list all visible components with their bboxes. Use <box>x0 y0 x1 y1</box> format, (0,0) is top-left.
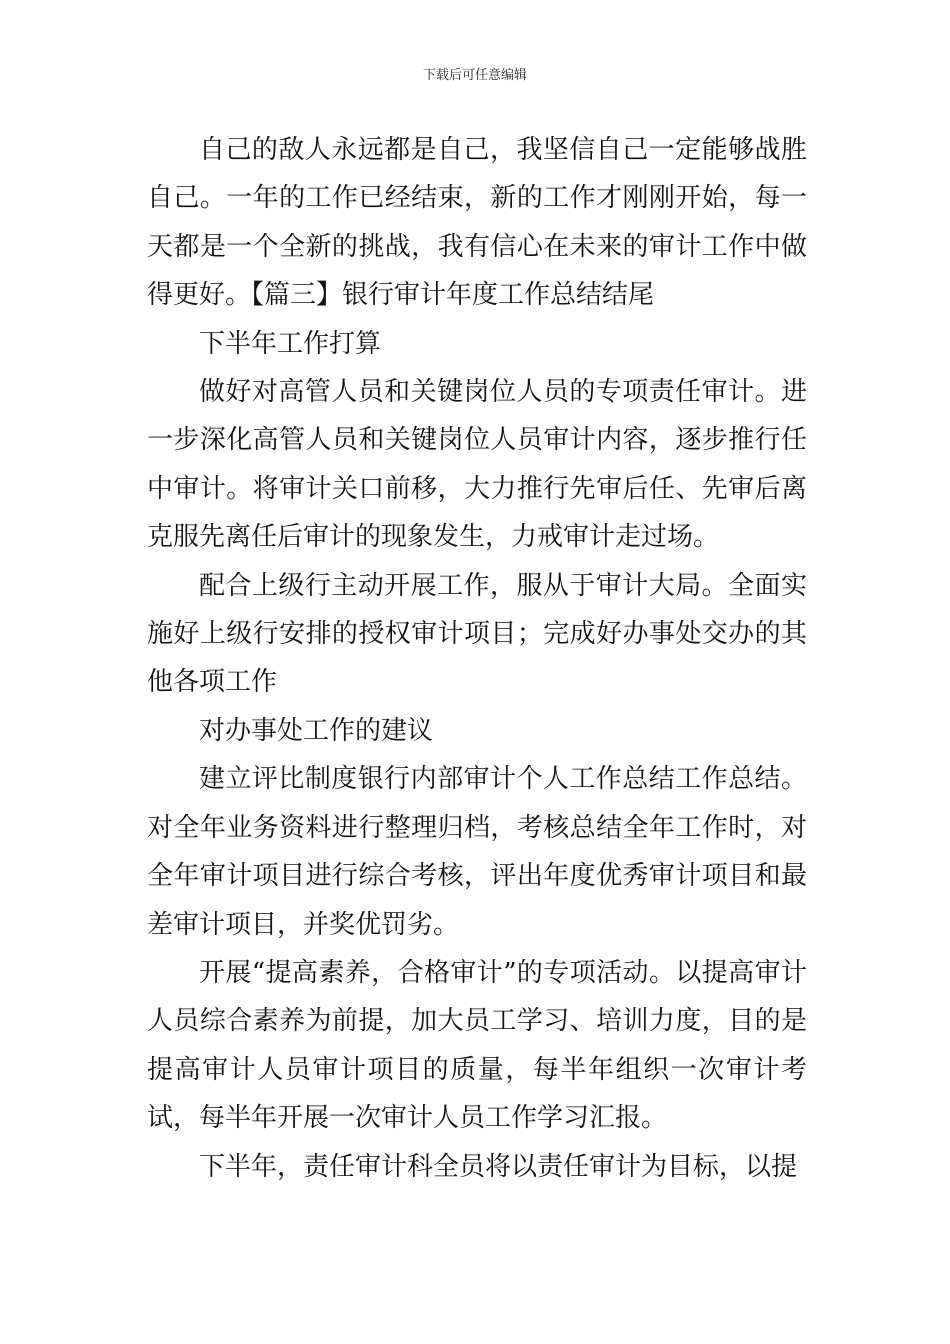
paragraph-5: 开展“提高素养，合格审计”的专项活动。以提高审计人员综合素养为前提，加大员工学习、培训力度，目的是提高审计人员审计项目的质量，每半年组织一次审计考试，每半年开展一次审计人员工作学习汇报。 <box>147 957 807 1134</box>
paragraph-6: 下半年，责任审计科全员将以责任审计为目标，以提 <box>199 1151 798 1182</box>
section-heading-suggestions: 对办事处工作的建议 <box>199 715 434 746</box>
section-heading-plan: 下半年工作打算 <box>199 328 382 359</box>
paragraph-4: 建立评比制度银行内部审计个人工作总结工作总结。对全年业务资料进行整理归档，考核总结全年工作时，对全年审计项目进行综合考核，评出年度优秀审计项目和最差审计项目，并奖优罚劣。 <box>147 764 807 940</box>
document-body <box>147 126 807 1191</box>
paragraph-1: 自己的敌人永远都是自己，我坚信自己一定能够战胜自己。一年的工作已经结束，新的工作才刚刚开始，每一天都是一个全新的挑战，我有信心在未来的审计工作中做得更好。【篇三】银行审计年度工作总结结尾 <box>147 135 807 311</box>
page-header: 下载后可任意编辑 <box>422 68 527 83</box>
paragraph-3: 配合上级行主动开展工作，服从于审计大局。全面实施好上级行安排的授权审计项目；完成好办事处交办的其他各项工作 <box>147 570 807 698</box>
paragraph-2: 做好对高管人员和关键岗位人员的专项责任审计。进一步深化高管人员和关键岗位人员审计内容，逐步推行任中审计。将审计关口前移，大力推行先审后任、先审后离克服先离任后审计的现象发生，力戒审计走过场。 <box>147 377 807 553</box>
